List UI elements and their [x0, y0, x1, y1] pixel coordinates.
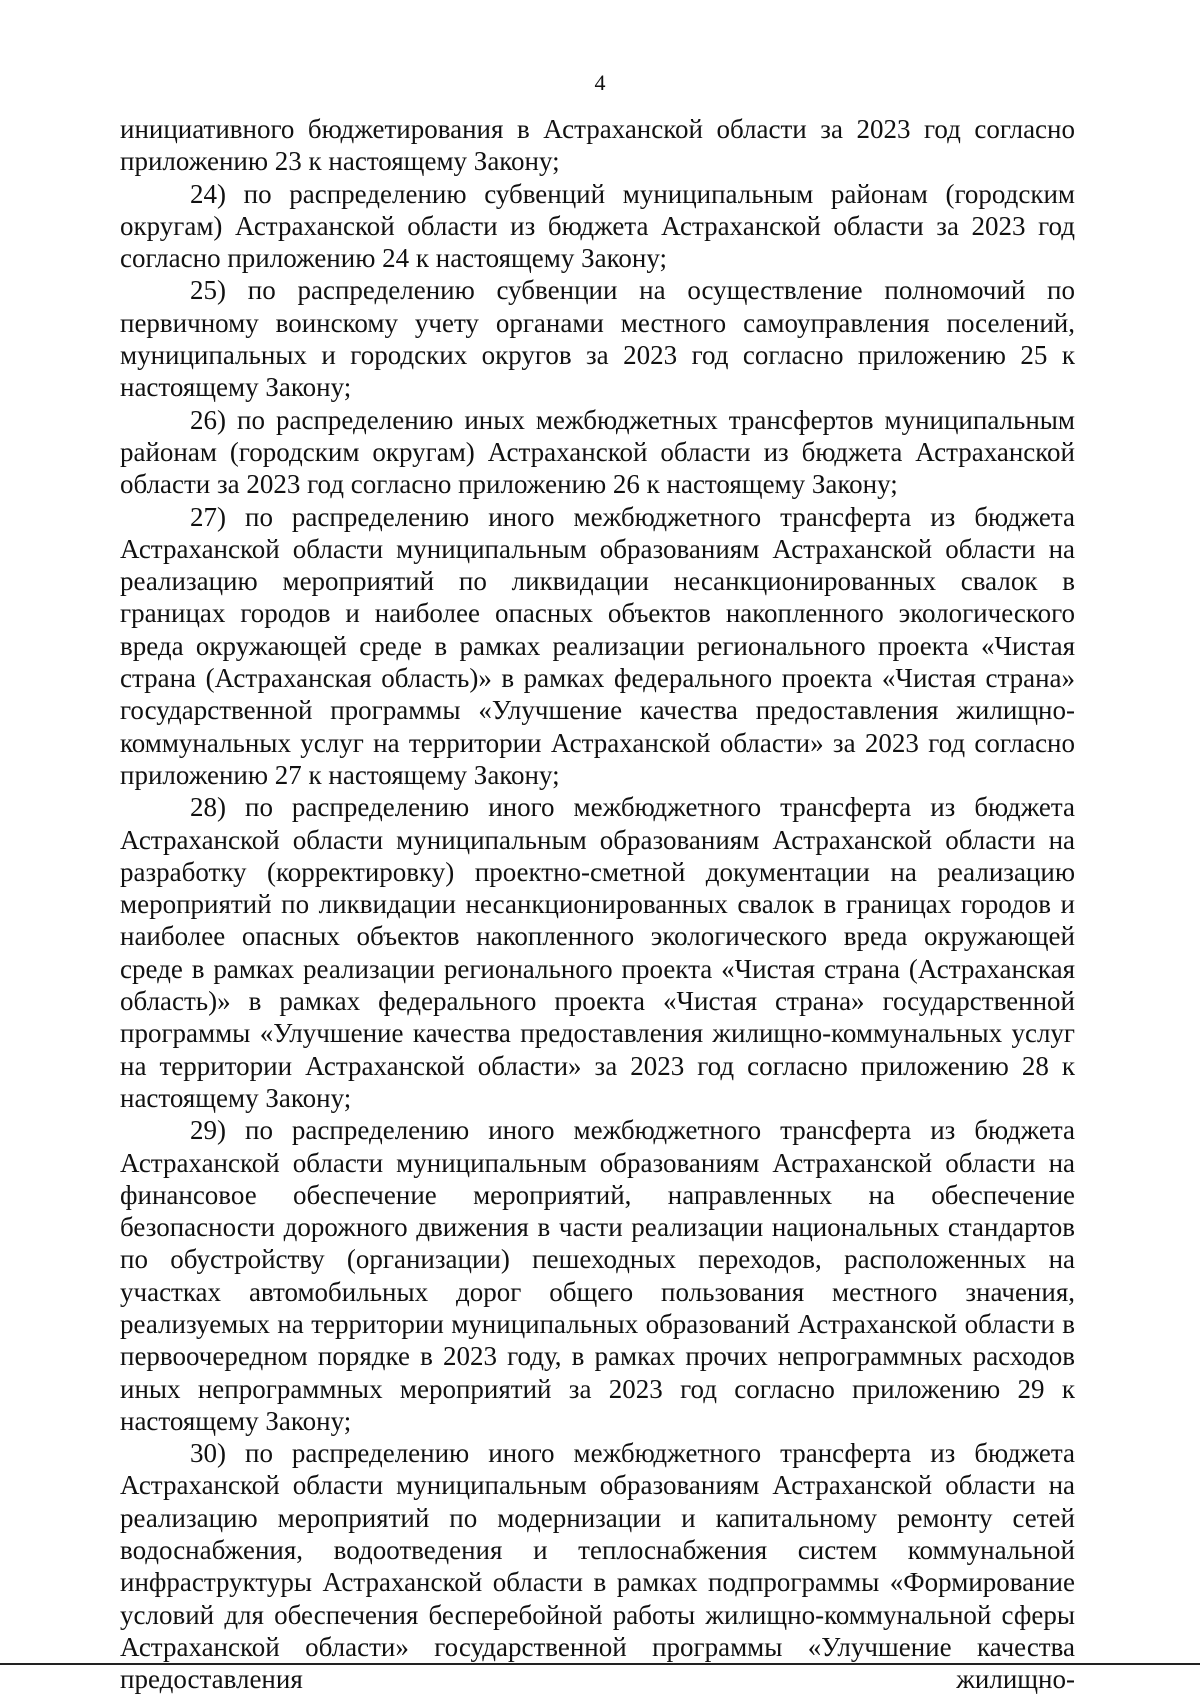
bottom-rule: [0, 1663, 1200, 1665]
page-number: 4: [594, 70, 606, 95]
paragraph-continuation: инициативного бюджетирования в Астраханской области за 2023 год согласно приложению 23 к настоящему Закону;: [120, 114, 1075, 177]
paragraph-item-24: 24) по распределению субвенций муниципальным районам (городским округам) Астраханской области из бюджета Астраханской области за 2023 год согласно приложению 24 к настоящему Закону;: [120, 178, 1075, 274]
paragraph-item-25: 25) по распределению субвенции на осуществление полномочий по первичному воинскому учету органами местного самоуправления поселений, муниципальных и городских округов за 2023 год согласно приложению 25 к настоящему Закону;: [120, 275, 1075, 403]
paragraph-item-26: 26) по распределению иных межбюджетных трансфертов муниципальным районам (городским округам) Астраханской области из бюджета Астраханской области за 2023 год согласно приложению 26 к настоящему Закону;: [120, 404, 1075, 500]
paragraph-item-27: 27) по распределению иного межбюджетного трансферта из бюджета Астраханской области муниципальным образованиям Астраханской области на реализацию мероприятий по ликвидации несанкционированных свалок в границах городов и наиболее опасных объектов накопленного экологического вреда окружающей среде в рамках реализации регионального проекта «Чистая страна (Астраханская область)» в рамках федерального проекта «Чистая страна» государственной программы «Улучшение качества предоставления жилищно-коммунальных услуг на территории Астраханской области» за 2023 год согласно приложению 27 к настоящему Закону;: [120, 501, 1075, 790]
paragraph-item-28: 28) по распределению иного межбюджетного трансферта из бюджета Астраханской области муниципальным образованиям Астраханской области на разработку (корректировку) проектно-сметной документации на реализацию мероприятий по ликвидации несанкционированных свалок в границах городов и наиболее опасных объектов накопленного экологического вреда окружающей среде в рамках реализации регионального проекта «Чистая страна (Астраханская область)» в рамках федерального проекта «Чистая страна» государственной программы «Улучшение качества предоставления жилищно-коммунальных услуг на территории Астраханской области» за 2023 год согласно приложению 28 к настоящему Закону;: [120, 792, 1075, 1113]
paragraph-item-30: 30) по распределению иного межбюджетного трансферта из бюджета Астраханской области муниципальным образованиям Астраханской области на реализацию мероприятий по модернизации и капитальному ремонту сетей водоснабжения, водоотведения и теплоснабжения систем коммунальной инфраструктуры Астраханской области в рамках подпрограммы «Формирование условий для обеспечения бесперебойной работы жилищно-коммунальной сферы Астраханской области» государственной программы «Улучшение качества предоставления жилищно-: [120, 1438, 1075, 1695]
document-body: [120, 113, 1075, 1696]
paragraph-item-29: 29) по распределению иного межбюджетного трансферта из бюджета Астраханской области муниципальным образованиям Астраханской области на финансовое обеспечение мероприятий, направленных на обеспечение безопасности дорожного движения в части реализации национальных стандартов по обустройству (организации) пешеходных переходов, расположенных на участках автомобильных дорог общего пользования местного значения, реализуемых на территории муниципальных образований Астраханской области в первоочередном порядке в 2023 году, в рамках прочих непрограммных расходов иных непрограммных мероприятий за 2023 год согласно приложению 29 к настоящему Закону;: [120, 1115, 1075, 1436]
